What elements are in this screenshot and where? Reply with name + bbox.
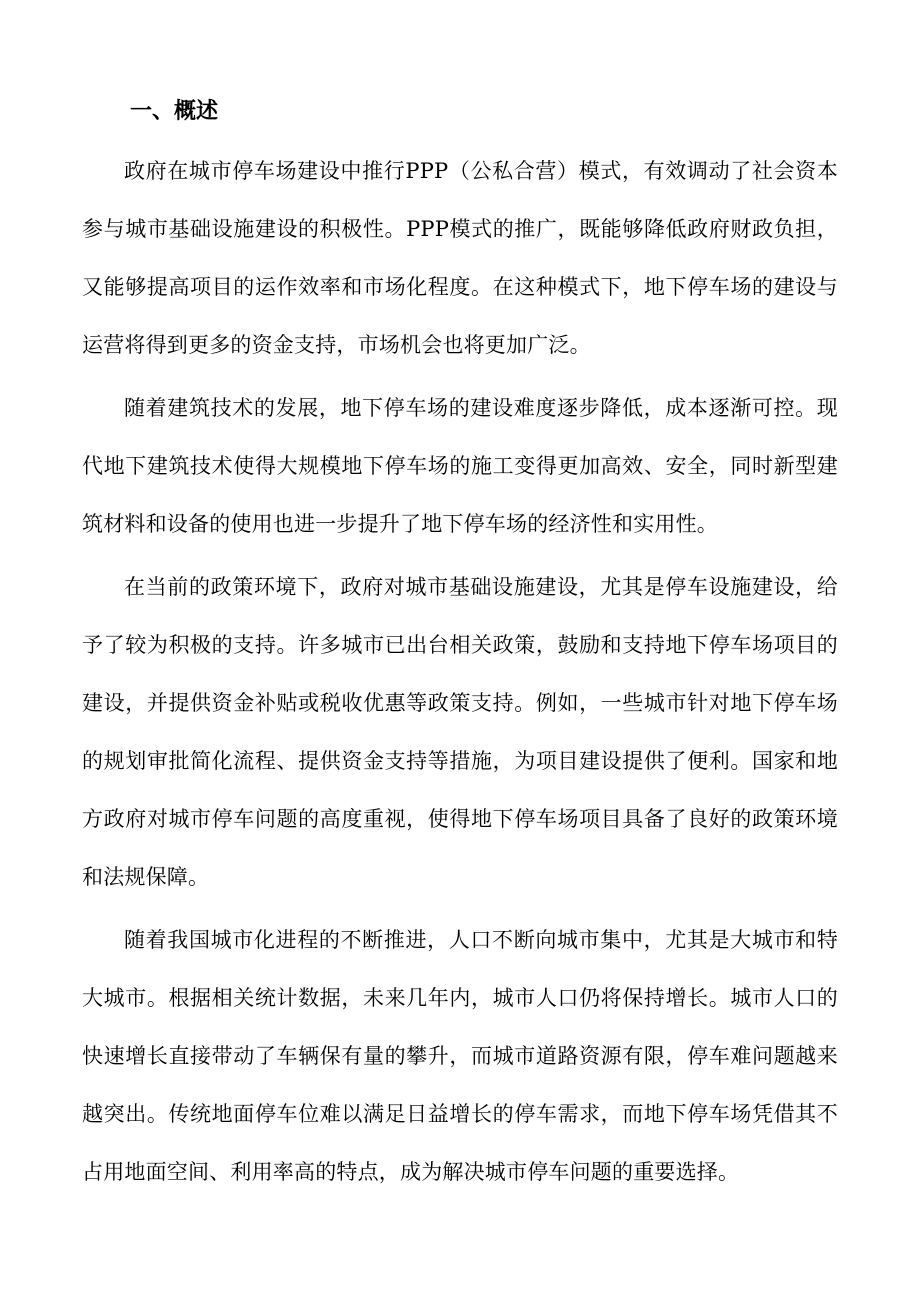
paragraph-policy-environment: 在当前的政策环境下，政府对城市基础设施建设，尤其是停车设施建设，给予了较为积极的支持。许多城市已出台相关政策，鼓励和支持地下停车场项目的建设，并提供资金补贴或税收优惠等政策支持。例如，一些城市针对地下停车场的规划审批简化流程、提供资金支持等措施，为项目建设提供了便利。国家和地方政府对城市停车问题的高度重视，使得地下停车场项目具备了良好的政策环境和法规保障。 bbox=[82, 575, 838, 889]
section-heading: 一、概述 bbox=[130, 99, 219, 124]
paragraph-construction-technology: 随着建筑技术的发展，地下停车场的建设难度逐步降低，成本逐渐可控。现代地下建筑技术使得大规模地下停车场的施工变得更加高效、安全，同时新型建筑材料和设备的使用也进一步提升了地下停车场的经济性和实用性。 bbox=[82, 396, 838, 536]
paragraph-ppp-model: 政府在城市停车场建设中推行PPP（公私合营）模式，有效调动了社会资本参与城市基础设施建设的积极性。PPP模式的推广，既能够降低政府财政负担，又能够提高项目的运作效率和市场化程度。在这种模式下，地下停车场的建设与运营将得到更多的资金支持，市场机会也将更加广泛。 bbox=[82, 159, 838, 357]
paragraph-urbanization-demand: 随着我国城市化进程的不断推进，人口不断向城市集中，尤其是大城市和特大城市。根据相关统计数据，未来几年内，城市人口仍将保持增长。城市人口的快速增长直接带动了车辆保有量的攀升，而城市道路资源有限，停车难问题越来越突出。传统地面停车位难以满足日益增长的停车需求，而地下停车场凭借其不占用地面空间、利用率高的特点，成为解决城市停车问题的重要选择。 bbox=[82, 928, 838, 1184]
